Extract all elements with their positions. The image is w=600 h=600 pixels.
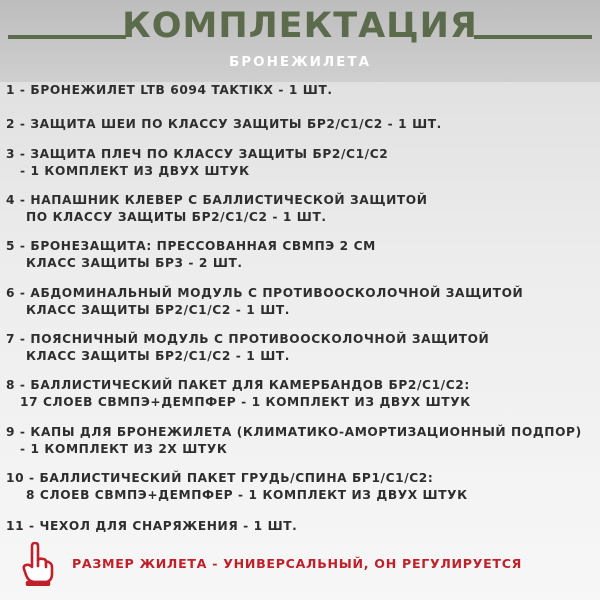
list-item-text: 5 - БРОНЕЗАЩИТА: ПРЕССОВАННАЯ СВМПЭ 2 СМ [6, 239, 376, 253]
list-item-text: 2 - ЗАЩИТА ШЕИ ПО КЛАССУ ЗАЩИТЫ БР2/С1/С2 - 1 ШТ. [6, 117, 442, 131]
list-item [6, 331, 596, 365]
list-item-text: 6 - АБДОМИНАЛЬНЫЙ МОДУЛЬ С ПРОТИВООСКОЛОЧНОЙ ЗАЩИТОЙ [6, 286, 524, 300]
list-item-text: 7 - ПОЯСНИЧНЫЙ МОДУЛЬ С ПРОТИВООСКОЛОЧНОЙ ЗАЩИТОЙ [6, 332, 490, 346]
list-item-text: 4 - НАПАШНИК КЛЕВЕР С БАЛЛИСТИЧЕСКОЙ ЗАЩИТОЙ [6, 193, 428, 207]
page-subtitle: БРОНЕЖИЛЕТА [228, 54, 372, 70]
list-item-continuation: КЛАСС ЗАЩИТЫ БР2/С1/С2 - 1 ШТ. [26, 349, 290, 363]
list-item-text: 11 - ЧЕХОЛ ДЛЯ СНАРЯЖЕНИЯ - 1 ШТ. [6, 519, 298, 533]
list-item [6, 377, 596, 411]
list-item-text: 8 - БАЛЛИСТИЧЕСКИЙ ПАКЕТ ДЛЯ КАМЕРБАНДОВ БР2/С1/С2: [6, 378, 470, 392]
list-item [6, 470, 596, 504]
list-item [6, 424, 596, 458]
size-note-text: РАЗМЕР ЖИЛЕТА - УНИВЕРСАЛЬНЫЙ, ОН РЕГУЛИРУЕТСЯ [72, 556, 523, 571]
list-item [6, 238, 596, 272]
list-item-text: 9 - КАПЫ ДЛЯ БРОНЕЖИЛЕТА (КЛИМАТИКО-АМОРТИЗАЦИОННЫЙ ПОДПОР) [6, 425, 582, 439]
list-item-continuation: КЛАСС ЗАЩИТЫ БР3 - 2 ШТ. [26, 256, 243, 270]
list-item [6, 518, 596, 535]
list-item [6, 82, 596, 99]
list-item-continuation: 17 СЛОЕВ СВМПЭ+ДЕМПФЕР - 1 КОМПЛЕКТ ИЗ ДВУХ ШТУК [20, 395, 471, 409]
list-item-continuation: КЛАСС ЗАЩИТЫ БР2/С1/С2 - 1 ШТ. [26, 303, 290, 317]
list-item-text: 3 - ЗАЩИТА ПЛЕЧ ПО КЛАССУ ЗАЩИТЫ БР2/С1/С2 [6, 147, 389, 161]
list-item [6, 192, 596, 226]
list-item-continuation: 8 СЛОЕВ СВМПЭ+ДЕМПФЕР - 1 КОМПЛЕКТ ИЗ ДВУХ ШТУК [26, 488, 468, 502]
list-item-text: 10 - БАЛЛИСТИЧЕСКИЙ ПАКЕТ ГРУДЬ/СПИНА БР1/С1/С2: [6, 471, 434, 485]
list-item [6, 116, 596, 133]
list-item-continuation: - 1 КОМПЛЕКТ ИЗ ДВУХ ШТУК [20, 164, 250, 178]
list-item-text: 1 - БРОНЕЖИЛЕТ LTB 6094 TAKTIKX - 1 ШТ. [6, 83, 333, 97]
list-item [6, 146, 596, 180]
size-note [20, 542, 590, 586]
list-item-continuation: ПО КЛАССУ ЗАЩИТЫ БР2/С1/С2 - 1 ШТ. [26, 210, 327, 224]
list-item-continuation: - 1 КОМПЛЕКТ ИЗ 2Х ШТУК [20, 442, 228, 456]
pointing-hand-icon [20, 542, 54, 586]
page-title: КОМПЛЕКТАЦИЯ [122, 6, 478, 46]
list-item [6, 285, 596, 319]
